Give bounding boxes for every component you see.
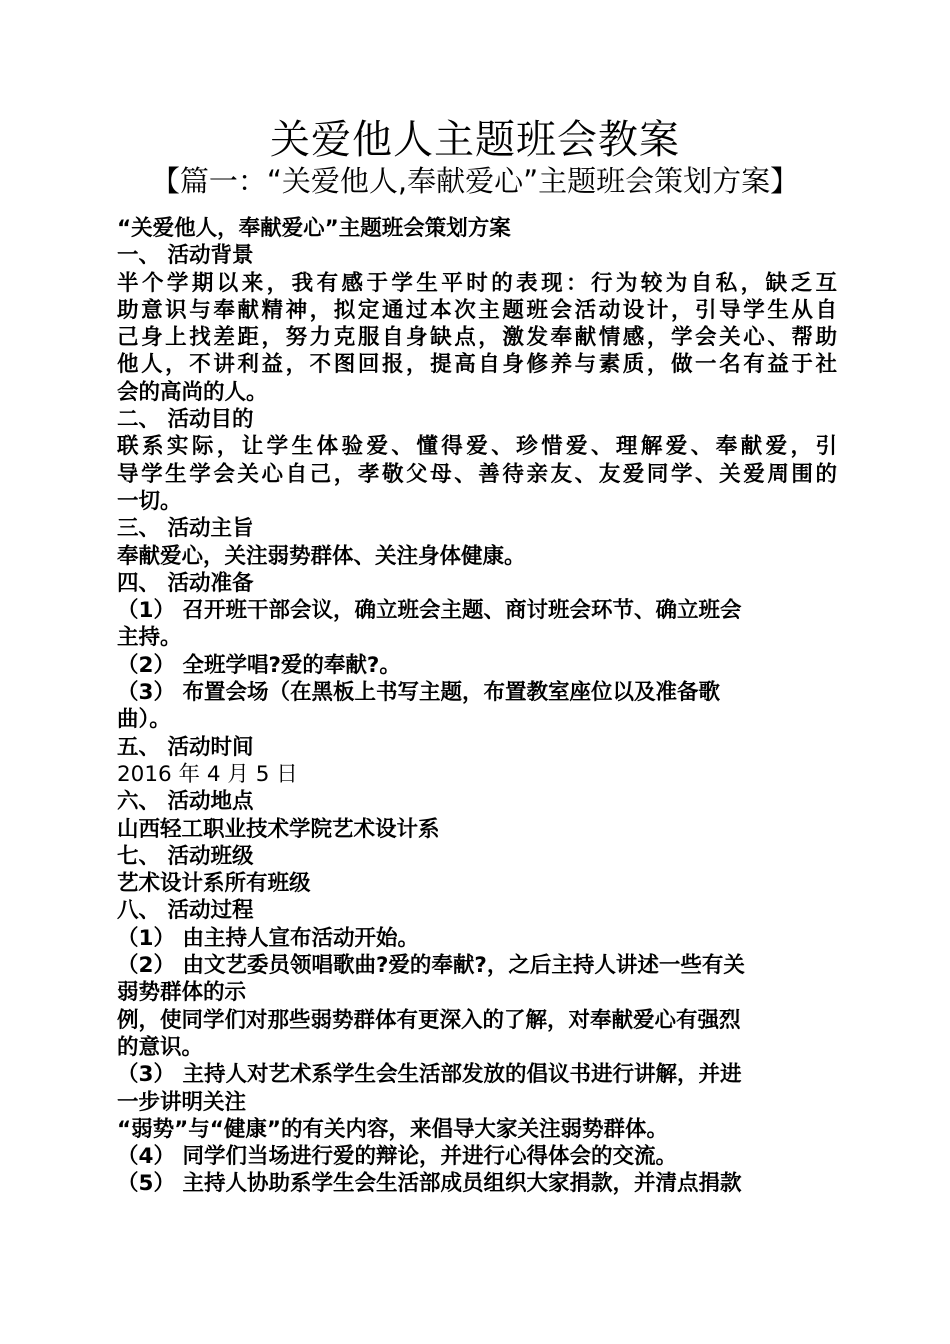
section-heading-theme: 三、 活动主旨: [117, 516, 254, 542]
paragraph-line: 奉献爱心，关注弱势群体、关注身体健康。: [117, 543, 526, 569]
heading-plan-title: “关爱他人，奉献爱心”主题班会策划方案: [117, 216, 511, 241]
paragraph-line: 联系实际，让学生体验爱、懂得爱、珍惜爱、理解爱、奉献爱，引: [117, 434, 837, 460]
section-heading-classes: 七、 活动班级: [117, 843, 254, 869]
section-heading-location: 六、 活动地点: [117, 789, 254, 815]
paragraph-line: 己身上找差距，努力克服自身缺点，激发奉献情感，学会关心、帮助: [117, 325, 837, 351]
list-item-line: （1） 由主持人宣布活动开始。: [117, 925, 419, 951]
list-item-line: （3） 布置会场（在黑板上书写主题，布置教室座位以及准备歌: [117, 680, 720, 706]
document-subtitle: 【篇一：“关爱他人,奉献爱心”主题班会策划方案】: [150, 164, 800, 198]
paragraph-line: 助意识与奉献精神，拟定通过本次主题班会活动设计，引导学生从自: [117, 297, 837, 323]
paragraph-line: 一切。: [117, 488, 182, 514]
section-heading-purpose: 二、 活动目的: [117, 407, 254, 433]
list-item-line: 曲）。: [117, 707, 171, 733]
section-heading-preparation: 四、 活动准备: [117, 570, 254, 596]
paragraph-line: 半个学期以来，我有感于学生平时的表现：行为较为自私，缺乏互: [117, 270, 837, 296]
list-item-line: 弱势群体的示: [117, 980, 247, 1006]
list-item-line: 一步讲明关注: [117, 1089, 247, 1115]
document-title: 关爱他人主题班会教案: [270, 117, 680, 163]
section-heading-process: 八、 活动过程: [117, 898, 254, 924]
list-item-line: （5） 主持人协助系学生会生活部成员组织大家捐款，并清点捐款: [117, 1171, 742, 1197]
document-body: [117, 215, 837, 1198]
paragraph-line: 他人，不讲利益，不图回报，提高自身修养与素质，做一名有益于社: [117, 352, 837, 378]
paragraph-line: 会的高尚的人。: [117, 379, 268, 405]
list-item-line: （2） 由文艺委员领唱歌曲?爱的奉献?，之后主持人讲述一些有关: [117, 953, 745, 979]
list-item-line: 的意识。: [117, 1034, 204, 1060]
section-heading-time: 五、 活动时间: [117, 734, 254, 760]
list-item-line: （2） 全班学唱?爱的奉献?。: [117, 652, 401, 678]
list-item-line: “弱势”与“健康”的有关内容，来倡导大家关注弱势群体。: [117, 1116, 669, 1142]
list-item-line: （3） 主持人对艺术系学生会生活部发放的倡议书进行讲解，并进: [117, 1062, 742, 1088]
section-heading-background: 一、 活动背景: [117, 243, 254, 269]
paragraph-line: 导学生学会关心自己，孝敬父母、善待亲友、友爱同学、关爱周围的: [117, 461, 837, 487]
list-item-line: （4） 同学们当场进行爱的辩论，并进行心得体会的交流。: [117, 1144, 677, 1170]
list-item-line: 例，使同学们对那些弱势群体有更深入的了解，对奉献爱心有强烈: [117, 1007, 741, 1033]
activity-date: 2016 年 4 月 5 日: [117, 761, 298, 787]
paragraph-line: 山西轻工职业技术学院艺术设计系: [117, 816, 440, 842]
paragraph-line: 艺术设计系所有班级: [117, 871, 311, 897]
list-item-line: （1） 召开班干部会议，确立班会主题、商讨班会环节、确立班会: [117, 598, 742, 624]
list-item-line: 主持。: [117, 625, 182, 651]
